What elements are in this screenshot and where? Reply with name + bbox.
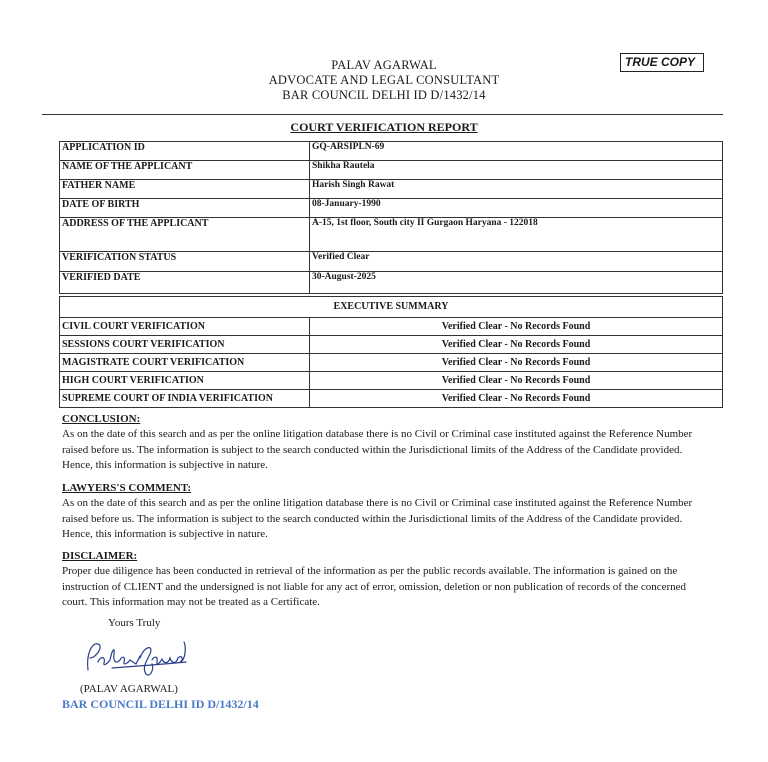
summary-value: Verified Clear - No Records Found [310,318,723,336]
signature-icon [82,636,192,682]
summary-value: Verified Clear - No Records Found [310,354,723,372]
detail-value: 30-August-2025 [310,272,723,294]
summary-label: MAGISTRATE COURT VERIFICATION [60,354,310,372]
table-row [60,161,723,180]
table-row [60,336,723,354]
summary-label: HIGH COURT VERIFICATION [60,372,310,390]
signatory-name: (PALAV AGARWAL) [80,683,178,695]
detail-value: A-15, 1st floor, South city II Gurgaon Haryana - 122018 [310,218,723,252]
table-row [60,272,723,294]
advocate-designation: ADVOCATE AND LEGAL CONSULTANT [268,73,500,87]
detail-value: Harish Singh Rawat [310,180,723,199]
executive-summary-table [59,296,723,408]
conclusion-text: As on the date of this search and as per the online litigation database there is no Civil or Criminal case instituted against the Reference Number raised before us. The information is subject to the search conducted within the Jurisdictional limits of the Address of the Candidate provided. Hence, this information is subjective in nature. [62,428,693,471]
handwritten-signature [82,636,192,687]
summary-value: Verified Clear - No Records Found [310,390,723,408]
summary-label: SUPREME COURT OF INDIA VERIFICATION [60,390,310,408]
report-title: COURT VERIFICATION REPORT [290,120,478,134]
detail-label: DATE OF BIRTH [60,199,310,218]
advocate-bar-id: BAR COUNCIL DELHI ID D/1432/14 [282,88,486,102]
detail-label: APPLICATION ID [60,142,310,161]
table-row [60,390,723,408]
detail-label: VERIFICATION STATUS [60,252,310,272]
summary-label: CIVIL COURT VERIFICATION [60,318,310,336]
table-header-row [60,297,723,318]
detail-label: NAME OF THE APPLICANT [60,161,310,180]
lawyers-comment-section [62,481,712,542]
table-row [60,318,723,336]
closing-salutation: Yours Truly [108,617,161,629]
detail-label: FATHER NAME [60,180,310,199]
detail-value: 08-January-1990 [310,199,723,218]
summary-label: SESSIONS COURT VERIFICATION [60,336,310,354]
table-row [60,142,723,161]
table-row [60,180,723,199]
detail-value: Verified Clear [310,252,723,272]
table-row [60,354,723,372]
table-row [60,252,723,272]
detail-label: ADDRESS OF THE APPLICANT [60,218,310,252]
detail-label: VERIFIED DATE [60,272,310,294]
summary-value: Verified Clear - No Records Found [310,336,723,354]
header-divider [42,114,723,115]
executive-summary-title: EXECUTIVE SUMMARY [60,297,723,318]
detail-value: Shikha Rautela [310,161,723,180]
lawyers-comment-text: As on the date of this search and as per the online litigation database there is no Civil or Criminal case instituted against the Reference Number raised before us. The information is subject to the search conducted within the Jurisdictional limits of the Address of the Candidate provided. Hence, this information is subjective in nature. [62,497,693,540]
conclusion-section [62,412,712,473]
table-row [60,372,723,390]
summary-value: Verified Clear - No Records Found [310,372,723,390]
advocate-name: PALAV AGARWAL [331,58,437,72]
lawyers-comment-heading: LAWYERS'S COMMENT: [62,482,192,494]
table-row [60,218,723,252]
disclaimer-section [62,549,712,610]
true-copy-stamp: TRUE COPY [620,53,704,72]
disclaimer-heading: DISCLAIMER: [62,550,138,562]
signatory-bar-id: BAR COUNCIL DELHI ID D/1432/14 [62,697,259,711]
disclaimer-text: Proper due diligence has been conducted in retrieval of the information as per the public records available. The information is gained on the instruction of CLIENT and the undersigned is not liable for any act of error, omission, deletion or non publication of records of the concerned court. This information may not be treated as a Certificate. [62,565,687,608]
applicant-details-table [59,141,723,294]
conclusion-heading: CONCLUSION: [62,413,141,425]
table-row [60,199,723,218]
detail-value: GQ-ARSIPLN-69 [310,142,723,161]
